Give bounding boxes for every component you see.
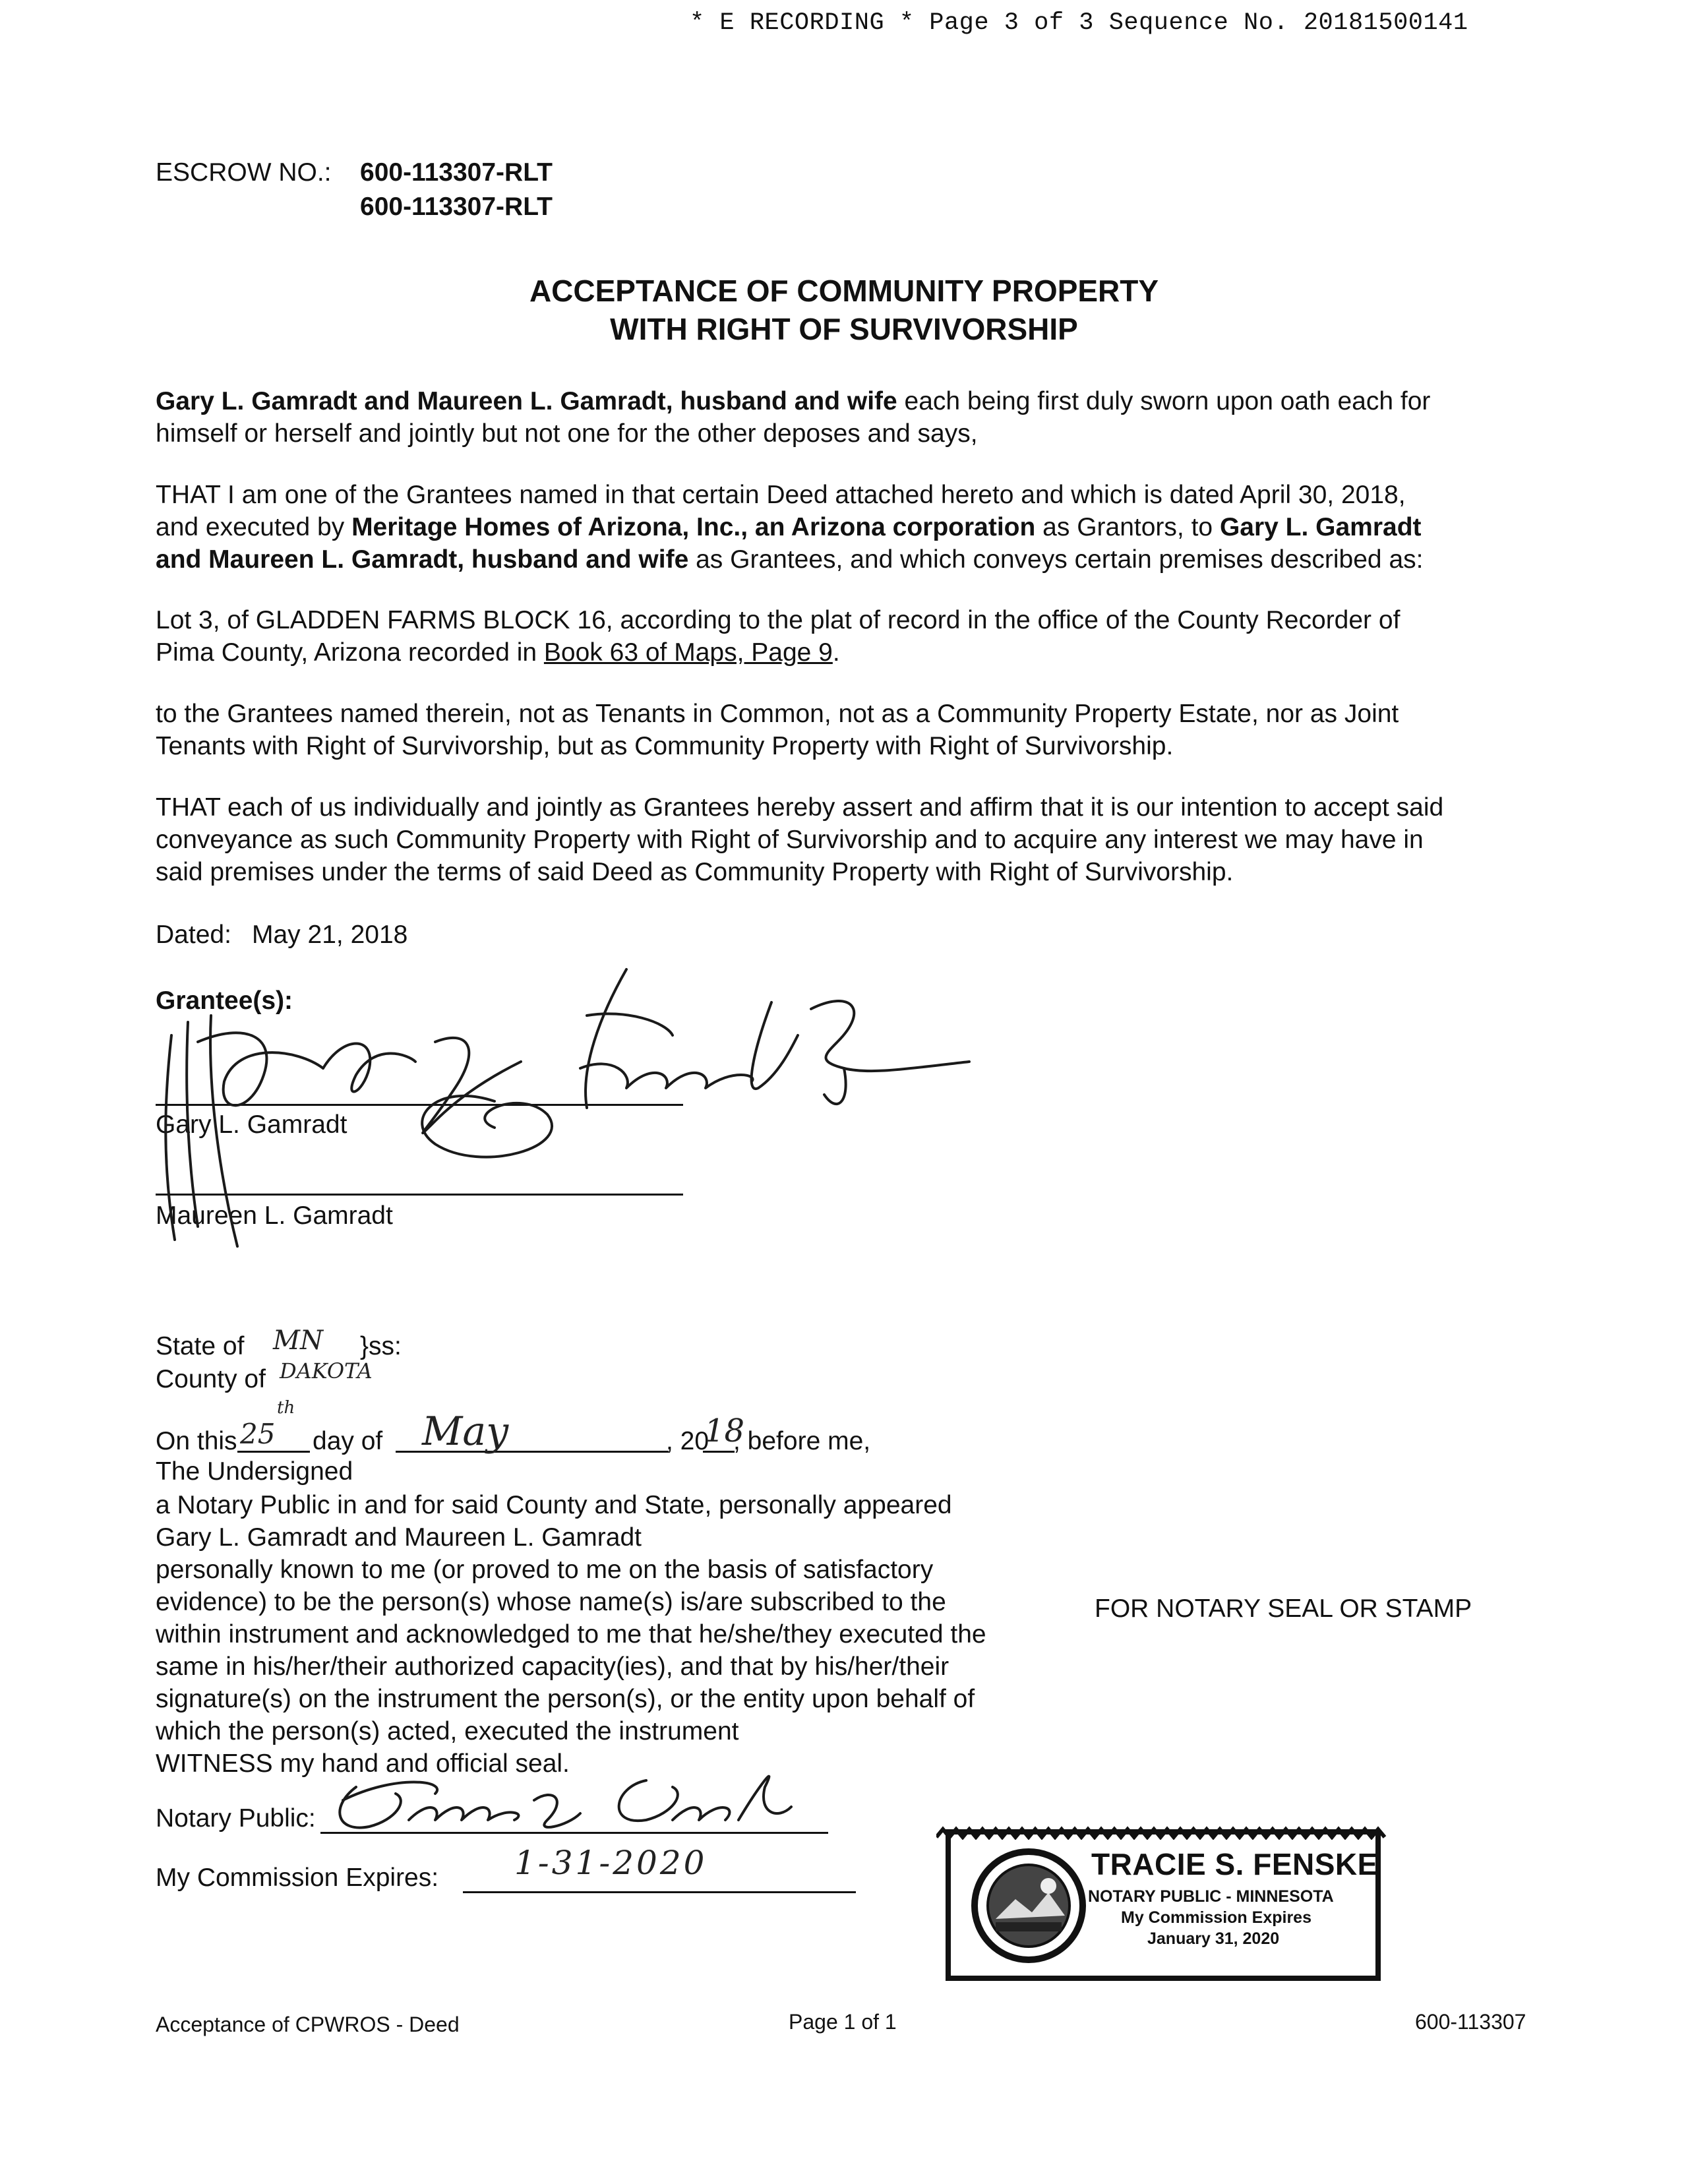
state-value: MN <box>273 1325 323 1356</box>
dated-label: Dated: <box>156 921 231 949</box>
stamp-line-1: NOTARY PUBLIC - MINNESOTA <box>1088 1887 1334 1906</box>
footer-left: Acceptance of CPWROS - Deed <box>156 2013 460 2036</box>
recording-header: * E RECORDING * Page 3 of 3 Sequence No. 20181500141 <box>690 9 1468 37</box>
affirmation-clause <box>156 791 1540 888</box>
day-line <box>237 1451 310 1453</box>
legal-line-1: Lot 3, of GLADDEN FARMS BLOCK 16, according to the plat of record in the office of the County Recorder of <box>156 606 1401 634</box>
grantees-label: Grantee(s): <box>156 986 293 1015</box>
escrow-number-1: 600-113307-RLT <box>360 158 553 187</box>
sig-stroke-2 <box>187 1022 198 1227</box>
sig-stroke-6 <box>423 1038 521 1133</box>
sig-stroke-4 <box>198 1033 323 1105</box>
commission-line <box>463 1891 856 1893</box>
grantee-name-1: Gary L. Gamradt <box>1219 513 1422 541</box>
document-title-line-1: ACCEPTANCE OF COMMUNITY PROPERTY <box>529 274 1159 308</box>
book-reference: Book 63 of Maps, Page 9 <box>543 638 833 667</box>
stamp-line-3: January 31, 2020 <box>1147 1929 1280 1948</box>
affirmation-line-1: THAT each of us individually and jointly as Grantees hereby assert and affirm that it is our intention to accept said <box>156 793 1444 822</box>
that-line-1: THAT I am one of the Grantees named in that certain Deed attached hereto and which is dated April 30, 2018, <box>156 481 1406 509</box>
sig-stroke-11 <box>811 1001 969 1071</box>
grantee-name-2: and Maureen L. Gamradt, husband and wife <box>156 545 689 574</box>
that-line-3-post: as Grantees, and which conveys certain premises described as: <box>688 545 1424 574</box>
commission-label: My Commission Expires: <box>156 1864 439 1892</box>
notary-body-line: signature(s) on the instrument the person(s), or the entity upon behalf of <box>156 1685 975 1713</box>
that-clause <box>156 479 1540 576</box>
dated-value: May 21, 2018 <box>252 921 408 949</box>
escrow-label: ESCROW NO.: <box>156 158 332 187</box>
document-title-line-2: WITH RIGHT OF SURVIVORSHIP <box>610 312 1078 346</box>
year-prefix: , 20 <box>666 1427 709 1455</box>
county-value: DAKOTA <box>280 1358 373 1383</box>
day-value: 25 <box>240 1418 276 1450</box>
state-seal-icon <box>969 1846 1088 1965</box>
notary-stamp <box>936 1820 1391 1991</box>
intro-text-1: each being first duly sworn upon oath each for <box>897 387 1431 415</box>
footer-right: 600-113307 <box>1415 2010 1526 2034</box>
sig-stroke-3 <box>210 1016 237 1246</box>
notary-body-line: a Notary Public in and for said County and State, personally appeared <box>156 1491 952 1519</box>
grantee-signatures <box>125 963 982 1292</box>
sig-stroke-9 <box>580 1064 753 1088</box>
undersigned-label: The Undersigned <box>156 1457 353 1486</box>
notary-body <box>156 1489 986 1780</box>
notary-body-line: personally known to me (or proved to me on the basis of satisfactory <box>156 1556 934 1584</box>
intro-paragraph <box>156 385 1540 450</box>
month-value: May <box>422 1409 509 1455</box>
signer-2-name: Maureen L. Gamradt <box>156 1201 393 1230</box>
intro-text-2: himself or herself and jointly but not one for the other deposes and says, <box>156 419 978 448</box>
day-of-label: day of <box>313 1427 383 1455</box>
affirmation-line-3: said premises under the terms of said Deed as Community Property with Right of Survivorship. <box>156 858 1234 886</box>
legal-line-2-pre: Pima County, Arizona recorded in <box>156 638 544 667</box>
intro-parties: Gary L. Gamradt and Maureen L. Gamradt, husband and wife <box>156 387 897 415</box>
sig-stroke-1 <box>166 1035 175 1240</box>
state-label: State of <box>156 1332 245 1360</box>
notary-body-line: Gary L. Gamradt and Maureen L. Gamradt <box>156 1523 642 1552</box>
notary-body-line: within instrument and acknowledged to me that he/she/they executed the <box>156 1620 986 1649</box>
year-value: 18 <box>704 1412 745 1449</box>
notary-body-line: evidence) to be the person(s) whose name(s) is/are subscribed to the <box>156 1588 946 1616</box>
sig-stroke-12 <box>824 1068 846 1104</box>
stamp-notary-name: TRACIE S. FENSKE <box>1091 1847 1378 1881</box>
on-this-label: On this <box>156 1427 237 1455</box>
day-suffix: th <box>277 1398 295 1418</box>
that-line-2-pre: and executed by <box>156 513 352 541</box>
stamp-line-2: My Commission Expires <box>1121 1908 1311 1927</box>
legal-description <box>156 604 1540 669</box>
ss-mark: }ss: <box>360 1332 402 1360</box>
sig-stroke-5 <box>323 1044 415 1092</box>
tenancy-clause <box>156 698 1540 762</box>
grantor-name: Meritage Homes of Arizona, Inc., an Arizona corporation <box>351 513 1036 541</box>
year-line <box>703 1451 735 1453</box>
that-line-2-mid: as Grantors, to <box>1035 513 1220 541</box>
notary-body-line: which the person(s) acted, executed the instrument <box>156 1717 739 1745</box>
commission-value: 1-31-2020 <box>514 1844 708 1882</box>
sig-stroke-10 <box>752 1002 798 1089</box>
notary-signature <box>316 1747 818 1840</box>
county-label: County of <box>156 1365 266 1393</box>
affirmation-line-2: conveyance as such Community Property with Right of Survivorship and to acquire any interest we may have in <box>156 826 1424 854</box>
legal-line-2-post: . <box>832 638 840 667</box>
footer-page-number: Page 1 of 1 <box>789 2010 897 2034</box>
tenancy-line-2: Tenants with Right of Survivorship, but as Community Property with Right of Survivorship. <box>156 732 1174 760</box>
notary-body-line: same in his/her/their authorized capacity(ies), and that by his/her/their <box>156 1653 950 1681</box>
tenancy-line-1: to the Grantees named therein, not as Tenants in Common, not as a Community Property Estate, nor as Joint <box>156 700 1399 728</box>
notary-body-line: WITNESS my hand and official seal. <box>156 1749 570 1778</box>
signer-1-name: Gary L. Gamradt <box>156 1110 347 1139</box>
escrow-number-2: 600-113307-RLT <box>360 193 553 221</box>
notary-public-label: Notary Public: <box>156 1804 316 1833</box>
seal-placeholder-label: FOR NOTARY SEAL OR STAMP <box>1095 1594 1472 1623</box>
before-me-label: , before me, <box>733 1427 871 1455</box>
